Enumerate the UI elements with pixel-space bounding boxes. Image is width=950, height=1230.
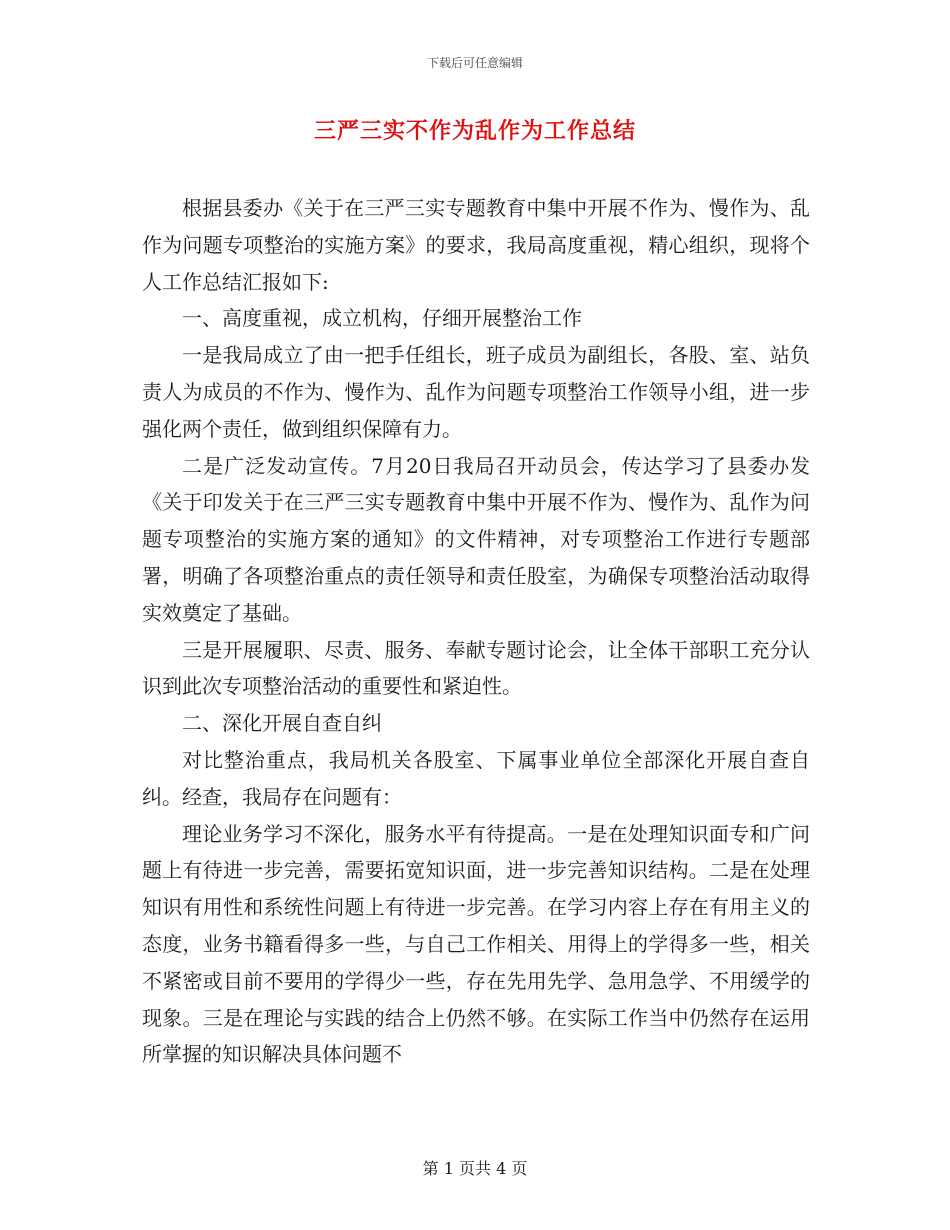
paragraph-item-1: 一是我局成立了由一把手任组长，班子成员为副组长，各股、室、站负责人为成员的不作为、慢作为、乱作为问题专项整治工作领导小组，进一步强化两个责任，做到组织保障有力。 — [142, 343, 810, 441]
paragraph-self-check: 对比整治重点，我局机关各股室、下属事业单位全部深化开展自查自纠。经查，我局存在问题有： — [142, 747, 810, 809]
page-header-note: 下载后可任意编辑 — [426, 56, 523, 70]
document-body — [142, 190, 810, 1073]
paragraph-item-3: 三是开展履职、尽责、服务、奉献专题讨论会，让全体干部职工充分认识到此次专项整治活动的重要性和紧迫性。 — [142, 637, 810, 699]
paragraph-item-2: 二是广泛发动宣传。7月20日我局召开动员会，传达学习了县委办发《关于印发关于在三严三实专题教育中集中开展不作为、慢作为、乱作为问题专项整治的实施方案的通知》的文件精神，对专项整治工作进行专题部署，明确了各项整治重点的责任领导和责任股室，为确保专项整治活动取得实效奠定了基础。 — [142, 453, 810, 625]
page-footer-number: 第 1 页共 4 页 — [422, 1159, 528, 1178]
section-heading-2: 二、深化开展自查自纠 — [182, 711, 382, 736]
section-heading-1: 一、高度重视，成立机构，仔细开展整治工作 — [182, 306, 582, 331]
paragraph-intro: 根据县委办《关于在三严三实专题教育中集中开展不作为、慢作为、乱作为问题专项整治的实施方案》的要求，我局高度重视，精心组织，现将个人工作总结汇报如下: — [142, 196, 810, 294]
document-title: 三严三实不作为乱作为工作总结 — [313, 119, 636, 144]
paragraph-problems: 理论业务学习不深化，服务水平有待提高。一是在处理知识面专和广问题上有待进一步完善，需要拓宽知识面，进一步完善知识结构。二是在处理知识有用性和系统性问题上有待进一步完善。在学习内容上存在有用主义的态度，业务书籍看得多一些，与自己工作相关、用得上的学得多一些，相关不紧密或目前不要用的学得少一些，存在先用先学、急用急学、不用缓学的现象。三是在理论与实践的结合上仍然不够。在实际工作当中仍然存在运用所掌握的知识解决具体问题不 — [142, 821, 810, 1067]
